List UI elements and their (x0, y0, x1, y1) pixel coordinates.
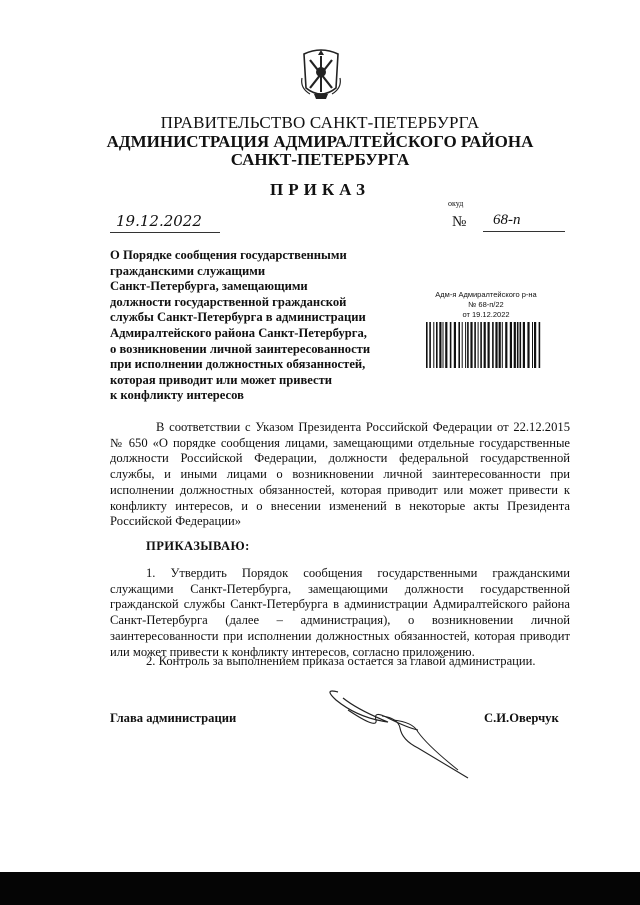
stamp-date: от 19.12.2022 (462, 310, 510, 319)
city-heading: САНКТ-ПЕТЕРБУРГА (230, 150, 410, 169)
administration-heading: АДМИНИСТРАЦИЯ АДМИРАЛТЕЙСКОГО РАЙОНА (106, 132, 534, 151)
title-line: Санкт-Петербурга, замещающими (110, 279, 308, 294)
title-line: при исполнении должностных обязанностей, (110, 357, 366, 372)
government-heading: ПРАВИТЕЛЬСТВО САНКТ-ПЕТЕРБУРГА (160, 113, 480, 132)
title-line: Адмиралтейского района Санкт-Петербурга, (110, 325, 367, 340)
title-line: должности государственной гражданской (110, 294, 347, 309)
order-item-1: 1. Утвердить Порядок сообщения государственными гражданскими служащими Санкт-Петербурга, замещающими должности государственной гражданской службы Санкт-Петербурга в администрации Адмиралтейского района Санкт-Петербурга (далее – администрация), о возникновении личной заинтересованности при исполнении должностных обязанностей, которая приводит или может привести к конфликту интересов, согласно приложению. (110, 566, 570, 659)
title-line: которая приводит или может привести (110, 372, 333, 387)
scan-border (0, 872, 640, 905)
title-line: гражданскими служащими (110, 263, 266, 278)
document-type: ПРИКАЗ (270, 180, 370, 199)
signatory-title: Глава администрации (110, 711, 237, 725)
stamp-number: № 68-п/22 (468, 300, 504, 309)
signature-icon (318, 670, 478, 780)
signatory-name: С.И.Оверчук (484, 711, 559, 725)
title-line: к конфликту интересов (110, 388, 244, 403)
title-line: службы Санкт-Петербурга в администрации (110, 310, 366, 325)
document-number: 68-п (483, 212, 565, 232)
preamble-paragraph: В соответствии с Указом Президента Российской Федерации от 22.12.2015 № 650 «О порядке сообщения лицами, замещающими отдельные государственные должности Российской Федерации, должности федеральной государственной службы, и иными лицами о возникновении личной заинтересованности при исполнении должностных обязанностей, которая приводит или может привести к конфликту интересов, и о внесении изменений в некоторые акты Президента Российской Федерации» (110, 420, 570, 529)
number-label: № (452, 214, 467, 230)
barcode-icon (426, 322, 544, 368)
order-word: ПРИКАЗЫВАЮ: (146, 539, 250, 553)
document-title (110, 248, 385, 404)
document-date: 19.12.2022 (110, 212, 220, 233)
okud-label: окуд (448, 199, 464, 208)
stamp-office: Адм-я Адмиралтейского р-на (435, 290, 537, 299)
title-line: О Порядке сообщения государственными (110, 248, 347, 262)
order-item-2: 2. Контроль за выполнением приказа остается за главой администрации. (146, 654, 536, 668)
coat-of-arms-icon (300, 48, 342, 100)
registration-stamp (426, 290, 546, 320)
title-line: о возникновении личной заинтересованности (110, 341, 371, 356)
